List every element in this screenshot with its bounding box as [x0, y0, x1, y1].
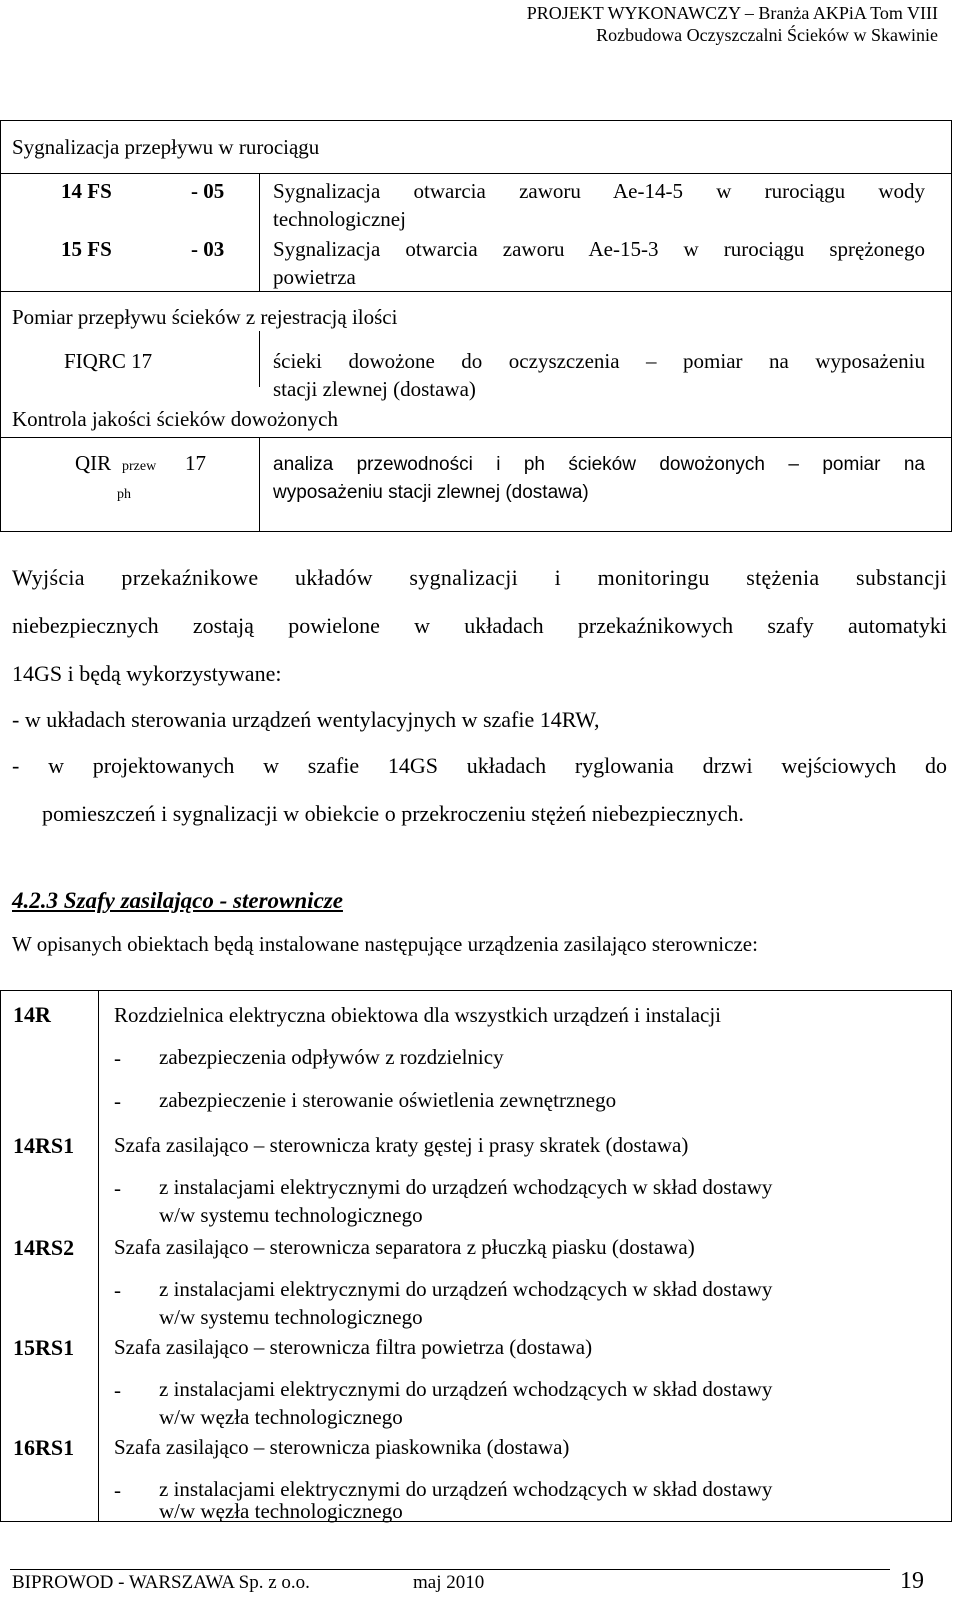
signal-table	[0, 120, 952, 532]
list-dash: -	[114, 1089, 121, 1113]
device-description: Szafa zasilająco – sterownicza kraty gęstej i prasy skratek (dostawa)	[114, 1133, 689, 1157]
fiqrc-code: FIQRC 17	[64, 349, 153, 373]
footer-company: BIPROWOD - WARSZAWA Sp. z o.o.	[12, 1572, 310, 1593]
header-subtitle: Rozbudowa Oczyszczalni Ścieków w Skawinie	[596, 25, 938, 45]
signal-description-cont: powietrza	[273, 265, 356, 289]
device-item-cont: w/w systemu technologicznego	[159, 1305, 423, 1329]
bullet-ventilation: - w układach sterowania urządzeń wentylacyjnych w szafie 14RW,	[12, 707, 600, 732]
device-item-cont: w/w systemu technologicznego	[159, 1203, 423, 1227]
bullet-door-locks: - w projektowanych w szafie 14GS układach ryglowania drzwi wejściowych do	[12, 753, 947, 778]
signal-code: 14 FS	[61, 179, 112, 203]
device-code: 15RS1	[13, 1335, 75, 1360]
fiqrc-description-cont: stacji zlewnej (dostawa)	[273, 377, 476, 401]
qir-subscript-ph: ph	[117, 487, 131, 502]
section-title-flow-signal: Sygnalizacja przepływu w rurociągu	[12, 135, 320, 159]
page-number: 19	[900, 1568, 924, 1594]
signal-description: Sygnalizacja otwarcia zaworu Ae-14-5 w rurociągu wody	[273, 179, 925, 203]
qir-description-cont: wyposażeniu stacji zlewnej (dostawa)	[273, 482, 589, 503]
device-item: z instalacjami elektrycznymi do urządzeń wchodzących w skład dostawy	[159, 1175, 773, 1199]
footer-rule	[10, 1569, 890, 1570]
list-dash: -	[114, 1378, 121, 1402]
header-title: PROJEKT WYKONAWCZY – Branża AKPiA Tom VIII	[526, 3, 938, 23]
device-description: Rozdzielnica elektryczna obiektowa dla wszystkich urządzeń i instalacji	[114, 1003, 722, 1027]
footer-date: maj 2010	[413, 1572, 485, 1593]
qir-subscript-przew: przew	[122, 459, 157, 474]
column-divider	[259, 331, 260, 387]
devices-intro: W opisanych obiektach będą instalowane następujące urządzenia zasilająco sterownicze:	[12, 932, 758, 956]
paragraph-line: niebezpiecznych zostają powielone w układach przekaźnikowych szafy automatyki	[12, 613, 947, 638]
row-divider	[1, 173, 951, 174]
column-divider	[259, 173, 260, 291]
list-dash: -	[114, 1046, 121, 1070]
device-item: z instalacjami elektrycznymi do urządzeń wchodzących w skład dostawy	[159, 1477, 773, 1501]
device-code: 16RS1	[13, 1435, 75, 1460]
list-dash: -	[114, 1278, 121, 1302]
device-description: Szafa zasilająco – sterownicza filtra powietrza (dostawa)	[114, 1335, 593, 1359]
row-divider	[1, 437, 951, 438]
device-item: z instalacjami elektrycznymi do urządzeń wchodzących w skład dostawy	[159, 1277, 773, 1301]
device-code: 14RS1	[13, 1133, 75, 1158]
list-dash: -	[114, 1478, 121, 1502]
paragraph-line: Wyjścia przekaźnikowe układów sygnalizacji i monitoringu stężenia substancji	[12, 565, 947, 590]
qir-code: QIR	[75, 451, 112, 475]
signal-number: - 03	[191, 237, 225, 261]
section-title-flow-measure: Pomiar przepływu ścieków z rejestracją ilości	[12, 305, 398, 329]
device-code: 14RS2	[13, 1235, 75, 1260]
device-item: z instalacjami elektrycznymi do urządzeń wchodzących w skład dostawy	[159, 1377, 773, 1401]
signal-description-cont: technologicznej	[273, 207, 406, 231]
devices-table	[0, 990, 952, 1522]
section-title-quality: Kontrola jakości ścieków dowożonych	[12, 407, 339, 431]
device-description: Szafa zasilająco – sterownicza piaskownika (dostawa)	[114, 1435, 570, 1459]
bullet-door-locks-cont: pomieszczeń i sygnalizacji w obiekcie o przekroczeniu stężeń niebezpiecznych.	[42, 801, 744, 826]
qir-description: analiza przewodności i ph ścieków dowożonych – pomiar na	[273, 454, 925, 475]
section-heading: 4.2.3 Szafy zasilająco - sterownicze	[12, 888, 343, 913]
list-dash: -	[114, 1176, 121, 1200]
qir-number: 17	[185, 451, 206, 475]
device-item: zabezpieczenie i sterowanie oświetlenia zewnętrznego	[159, 1088, 617, 1112]
device-item-cont: w/w węzła technologicznego	[159, 1499, 403, 1523]
device-item-cont: w/w węzła technologicznego	[159, 1405, 403, 1429]
column-divider	[259, 437, 260, 531]
signal-code: 15 FS	[61, 237, 112, 261]
device-code: 14R	[13, 1002, 51, 1027]
signal-number: - 05	[191, 179, 225, 203]
fiqrc-description: ścieki dowożone do oczyszczenia – pomiar na wyposażeniu	[273, 349, 925, 373]
device-description: Szafa zasilająco – sterownicza separatora z płuczką piasku (dostawa)	[114, 1235, 695, 1259]
column-divider	[98, 991, 99, 1521]
device-item: zabezpieczenia odpływów z rozdzielnicy	[159, 1045, 504, 1069]
signal-description: Sygnalizacja otwarcia zaworu Ae-15-3 w rurociągu sprężonego	[273, 237, 925, 261]
paragraph-line: 14GS i będą wykorzystywane:	[12, 661, 282, 686]
row-divider	[1, 291, 951, 292]
